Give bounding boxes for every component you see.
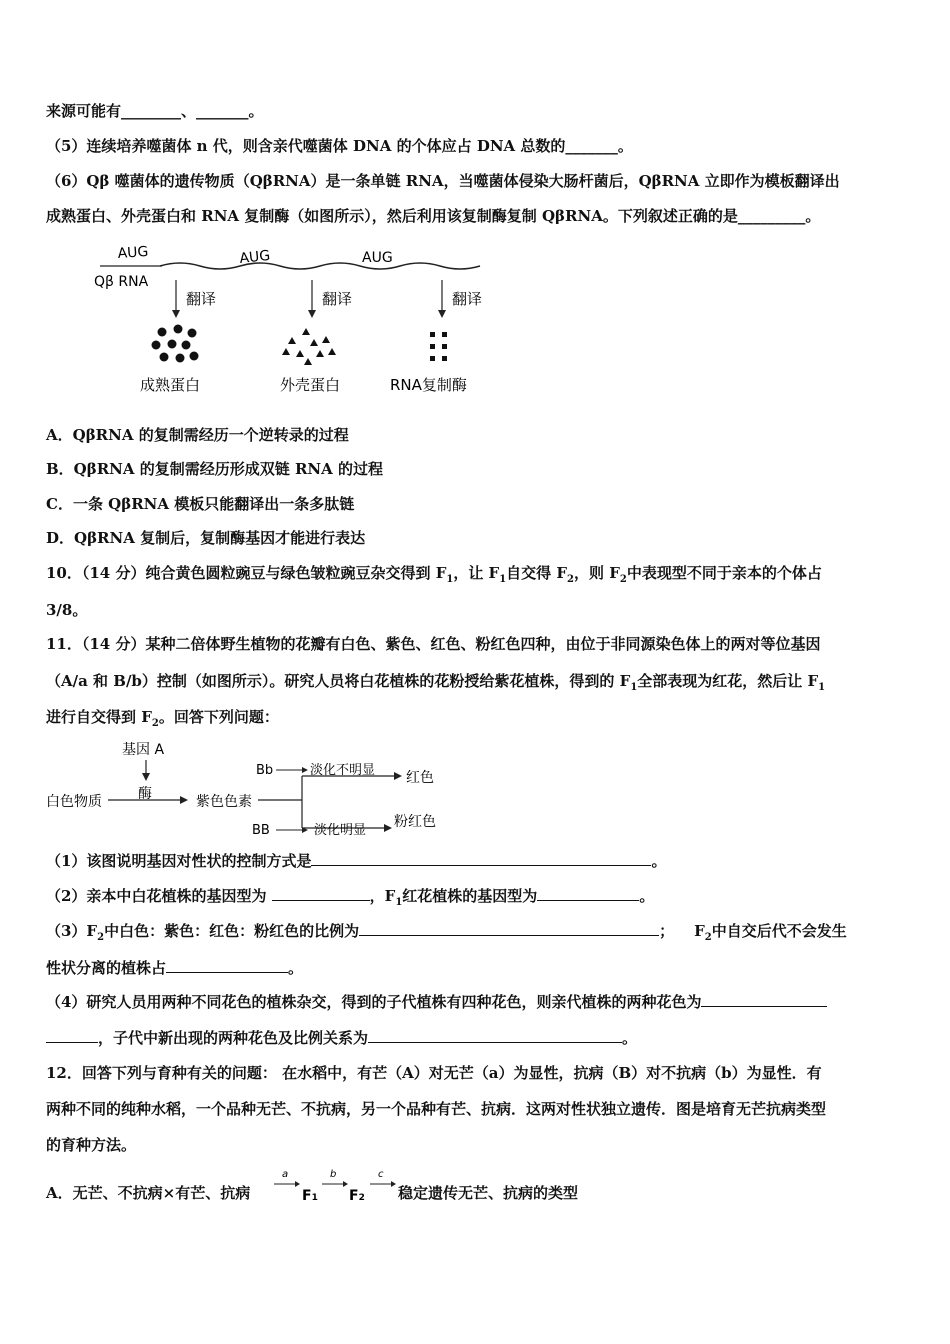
- fade-strong: 淡化明显: [314, 823, 367, 838]
- rna-label: Qβ RNA: [94, 274, 149, 290]
- translate-label-3: 翻译: [452, 290, 483, 308]
- product-coat: 外壳蛋白: [280, 376, 341, 394]
- f1-label: F1: [302, 1188, 318, 1204]
- white-substance: 白色物质: [46, 794, 102, 810]
- codon-3: AUG: [362, 250, 393, 266]
- step-a: a: [282, 1169, 289, 1180]
- gene-pathway-figure: [44, 738, 464, 848]
- bb-hetero: Bb: [256, 763, 274, 778]
- question-11-line3: 进行自交得到 $F_2$。回答下列问题：: [46, 708, 279, 729]
- sub-question-4: （4）研究人员用两种不同花色的植株杂交，得到的子代植株有四种花色，则亲代植株的两种花色为: [46, 992, 827, 1012]
- fade-weak: 淡化不明显: [310, 763, 376, 778]
- question-12-line2: 两种不同的纯种水稻，一个品种无芒、不抗病，另一个品种有芒、抗病．这两对性状独立遗传．图是培育无芒抗病类型: [46, 1100, 827, 1118]
- question-10-line1: 10．（14 分）纯合黄色圆粒豌豆与绿色皱粒豌豆杂交得到 $F_1$，让 $F_1$自交得 $F_2$，则 $F_2$中表现型不同于亲本的个体占: [46, 564, 822, 585]
- sub-question-3-line2: 性状分离的植株占 。: [46, 959, 304, 977]
- product-mature: 成熟蛋白: [140, 376, 201, 394]
- step-b: b: [330, 1169, 337, 1180]
- option-b: B．QβRNA 的复制需经历形成双链 RNA 的过程: [46, 460, 384, 478]
- question-11-line1: 11．（14 分）某种二倍体野生植物的花瓣有白色、紫色、红色、粉红色四种，由位于非同源染色体上的两对等位基因: [46, 635, 821, 653]
- bb-homo: BB: [252, 823, 270, 838]
- codon-2: AUG: [238, 247, 271, 267]
- question-12-option-a-end: 稳定遗传无芒、抗病的类型: [398, 1184, 579, 1202]
- product-replicase: RNA复制酶: [390, 376, 467, 394]
- question-5: （5）连续培养噬菌体 n 代，则含亲代噬菌体 DNA 的个体应占 DNA 总数的_______。: [46, 137, 633, 155]
- question-6-line1: （6）Qβ 噬菌体的遗传物质（QβRNA）是一条单链 RNA，当噬菌体侵染大肠杆菌后，QβRNA 立即作为模板翻译出: [46, 172, 840, 190]
- sub-question-4-line2: ，子代中新出现的两种花色及比例关系为 。: [46, 1028, 637, 1048]
- question-12-option-a: A．无芒、不抗病×有芒、抗病: [46, 1184, 251, 1202]
- qbeta-rna-figure: [90, 240, 520, 405]
- replicase-squares: [430, 332, 447, 361]
- option-d: D．QβRNA 复制后，复制酶基因才能进行表达: [46, 529, 366, 547]
- f2-label: F2: [349, 1188, 365, 1204]
- gene-a-label: 基因 A: [122, 742, 165, 758]
- codon-1: AUG: [117, 243, 149, 262]
- translate-label-1: 翻译: [186, 290, 217, 308]
- breeding-arrows: [272, 1164, 402, 1208]
- question-12-line3: 的育种方法。: [46, 1136, 137, 1154]
- option-c: C．一条 QβRNA 模板只能翻译出一条多肽链: [46, 495, 355, 513]
- sub-question-2: （2）亲本中白花植株的基因型为 ，$F_1$红花植株的基因型为 。: [46, 887, 655, 908]
- step-c: c: [378, 1169, 384, 1180]
- option-a: A．QβRNA 的复制需经历一个逆转录的过程: [46, 426, 349, 444]
- purple-pigment: 紫色色素: [196, 794, 252, 810]
- red-color: 红色: [406, 770, 434, 786]
- question-11-line2: （A/a 和 B/b）控制（如图所示）。研究人员将白花植株的花粉授给紫花植株，得到的 $F_1$全部表现为红花，然后让 $F_1$: [46, 672, 826, 693]
- coat-protein-triangles: [282, 328, 336, 365]
- sub-question-1: （1）该图说明基因对性状的控制方式是 。: [46, 852, 667, 870]
- enzyme-label: 酶: [138, 786, 152, 802]
- mature-protein-dots: [152, 325, 199, 363]
- translate-label-2: 翻译: [322, 290, 353, 308]
- pink-color: 粉红色: [394, 814, 436, 830]
- line-source: 来源可能有________、_______。: [46, 102, 264, 120]
- question-6-line2: 成熟蛋白、外壳蛋白和 RNA 复制酶（如图所示），然后利用该复制酶复制 QβRNA。下列叙述正确的是_________。: [46, 207, 821, 225]
- sub-question-3: $(3)F_2$中白色：紫色：红色：粉红色的比例为 ； $F_2$中自交后代不会发生: [46, 922, 847, 943]
- question-12-line1: 12．回答下列与育种有关的问题： 在水稻中，有芒（A）对无芒（a）为显性，抗病（B）对不抗病（b）为显性．有: [46, 1064, 822, 1082]
- question-10-line2: 3/8。: [46, 601, 88, 619]
